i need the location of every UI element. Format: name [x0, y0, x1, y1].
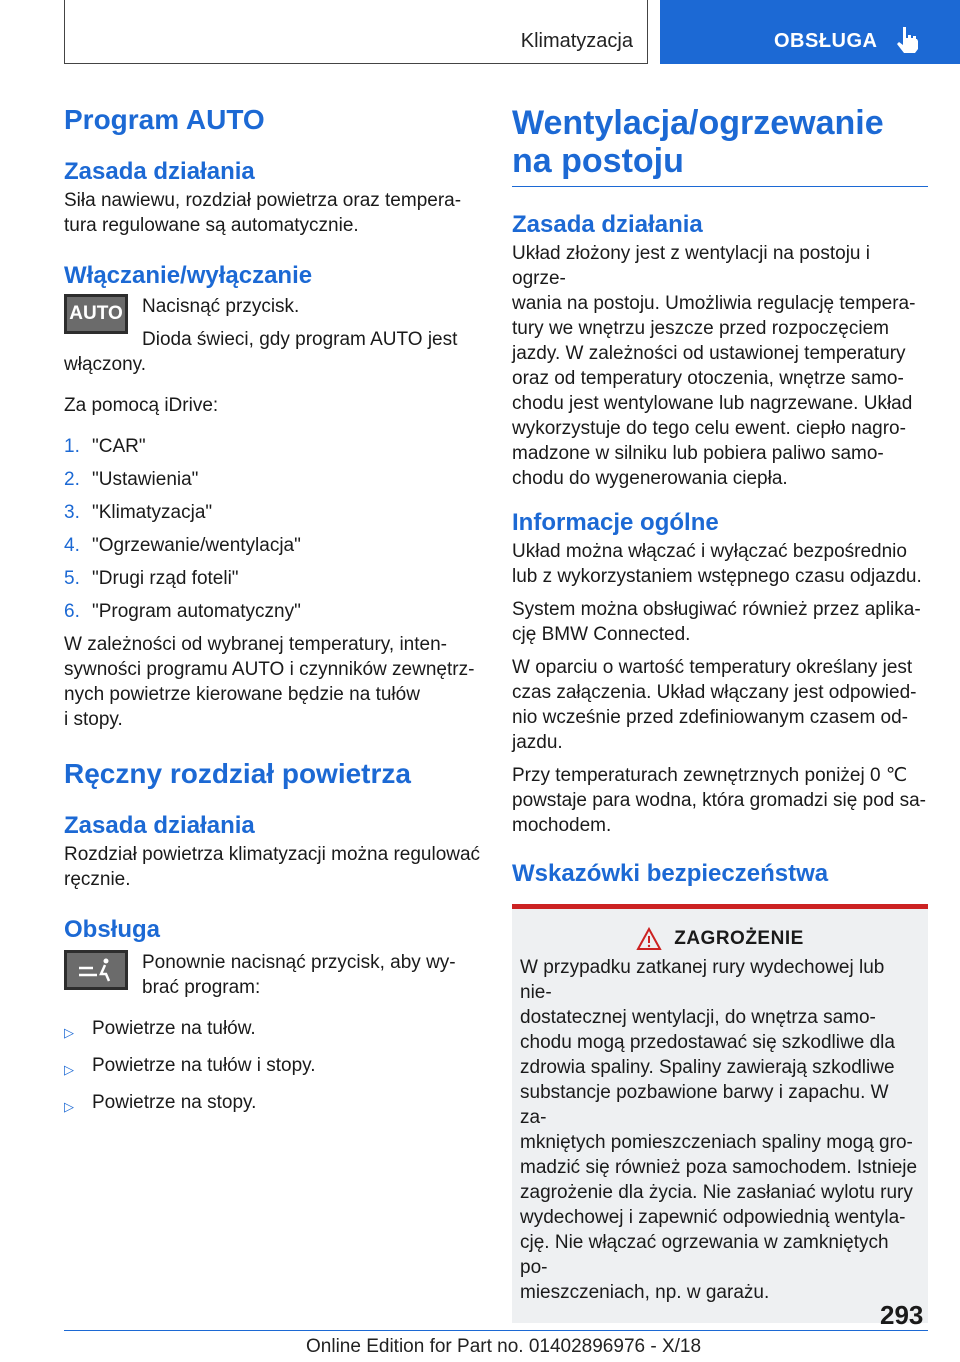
warning-line: W przypadku zatkanej rury wydechowej lub nie-: [520, 957, 885, 1003]
list-item: 3. "Klimatyzacja": [64, 502, 213, 523]
list-item: 2. "Ustawienia": [64, 469, 199, 490]
general-line: nio wcześnie przed zdefiniowanym czasem od-: [512, 707, 909, 728]
list-item: ▷ Powietrze na stopy.: [64, 1090, 484, 1119]
triangle-bullet-icon: ▷: [64, 1025, 74, 1040]
general-line: jazdu.: [512, 732, 563, 753]
general-line: Przy temperaturach zewnętrznych poniżej 0 ℃: [512, 765, 908, 786]
heading-onoff: Włączanie/wyłączanie: [64, 262, 313, 289]
tab-label: OBSŁUGA: [774, 30, 878, 52]
principle-line: Rozdział powietrza klimatyzacji można regulować: [64, 844, 481, 865]
principle-line: Układ złożony jest z wentylacji na postoju i ogrze-: [512, 243, 871, 289]
general-line: lub z wykorzystaniem wstępnego czasu odjazdu.: [512, 566, 922, 587]
press-text-line: Ponownie nacisnąć przycisk, aby wy-: [142, 952, 456, 973]
auto-button[interactable]: AUTO: [64, 294, 128, 334]
after-steps-line: nych powietrze kierowane będzie na tułów: [64, 684, 420, 705]
warning-line: chodu mogą przedostawać się szkodliwe dla: [520, 1032, 895, 1053]
list-item: 1. "CAR": [64, 436, 146, 457]
after-steps-line: i stopy.: [64, 709, 123, 730]
warning-line: zdrowia spaliny. Spaliny zawierają szkodliwe: [520, 1057, 895, 1078]
press-text: Nacisnąć przycisk.: [142, 296, 300, 317]
hand-pointer-icon: [892, 24, 922, 54]
warning-line: dostatecznej wentylacji, do wnętrza samo-: [520, 1007, 876, 1028]
after-steps-line: W zależności od wybranej temperatury, inten-: [64, 634, 447, 655]
auto-button-row: [64, 294, 484, 352]
principle-line: oraz od temperatury otoczenia, wnętrze samo-: [512, 368, 904, 389]
warning-line: madzić się również poza samochodem. Istnieje: [520, 1157, 918, 1178]
general-line: powstaje para wodna, która gromadzi się pod sa-: [512, 790, 927, 811]
heading-principle: Zasada działania: [64, 158, 255, 185]
heading-principle: Zasada działania: [512, 211, 703, 238]
list-item: 5. "Drugi rząd foteli": [64, 568, 239, 589]
tab-obsluga[interactable]: [660, 0, 960, 64]
left-column: [64, 96, 484, 1127]
list-item: 6. "Program automatyczny": [64, 601, 301, 622]
heading-manual: Ręczny rozdział powietrza: [64, 758, 411, 789]
triangle-bullet-icon: ▷: [64, 1062, 74, 1077]
principle-line: wania na postoju. Umożliwia regulację tempera-: [512, 293, 916, 314]
principle-line: chodu jest wentylowane lub nagrzewane. Układ: [512, 393, 913, 414]
warning-header: [520, 927, 920, 951]
general-line: czas załączenia. Układ włączany jest odpowied-: [512, 682, 917, 703]
header-title-box: [64, 0, 648, 64]
principle-line: tura regulowane są automatycznie.: [64, 215, 359, 236]
list-item: ▷ Powietrze na tułów.: [64, 1016, 484, 1045]
principle-line: jazdy. W zależności od ustawionej temperatury: [512, 343, 906, 364]
air-distribution-icon: [73, 956, 119, 984]
air-options-list: [64, 1016, 484, 1119]
list-item: 4. "Ogrzewanie/wentylacja": [64, 535, 301, 556]
heading-operation: Obsługa: [64, 916, 161, 943]
footer-divider: [64, 1330, 928, 1331]
idrive-steps: [64, 434, 484, 624]
air-button-row: [64, 950, 484, 1000]
heading-program-auto: Program AUTO: [64, 104, 265, 135]
general-line: W oparciu o wartość temperatury określany jest: [512, 657, 913, 678]
edition-text: Online Edition for Part no. 01402896976 - X/18: [306, 1336, 702, 1357]
list-item: ▷ Powietrze na tułów i stopy.: [64, 1053, 484, 1082]
led-text: Dioda świeci, gdy program AUTO jest: [142, 329, 458, 350]
principle-line: madzone w silniku lub pobiera paliwo samo-: [512, 443, 884, 464]
warning-box: [512, 904, 928, 1323]
warning-triangle-icon: [636, 927, 662, 951]
principle-line: Siła nawiewu, rozdział powietrza oraz tempera-: [64, 190, 462, 211]
warning-line: wydechowej i zapewnić odpowiednią wentyla-: [520, 1207, 906, 1228]
general-line: cję BMW Connected.: [512, 624, 691, 645]
warning-label: ZAGROŻENIE: [674, 928, 804, 949]
heading-principle: Zasada działania: [64, 812, 255, 839]
press-text-line: brać program:: [142, 977, 261, 998]
warning-line: substancje pozbawione barwy i zapachu. W za-: [520, 1082, 889, 1128]
principle-line: wykorzystuje do tego celu ewent. ciepło nagro-: [512, 418, 906, 439]
triangle-bullet-icon: ▷: [64, 1099, 74, 1114]
warning-line: mkniętych pomieszczeniach spaliny mogą gro-: [520, 1132, 913, 1153]
section-title: Klimatyzacja: [520, 30, 633, 52]
heading-parking-heater: Wentylacja/ogrzewanie na postoju: [512, 104, 928, 187]
principle-line: tury we wnętrzu jeszcze przed rozpoczęciem: [512, 318, 889, 339]
warning-line: cję. Nie włączać ogrzewania w zamkniętych po-: [520, 1232, 889, 1278]
right-column: [512, 96, 928, 1323]
after-steps-line: sywności programu AUTO i czynników zewnętrz-: [64, 659, 475, 680]
general-line: Układ można włączać i wyłączać bezpośrednio: [512, 541, 907, 562]
warning-line: mieszczeniach, np. w garażu.: [520, 1282, 770, 1303]
heading-general: Informacje ogólne: [512, 509, 719, 536]
general-line: System można obsługiwać również przez aplika-: [512, 599, 921, 620]
principle-line: chodu do wygenerowania ciepła.: [512, 468, 788, 489]
heading-safety: Wskazówki bezpieczeństwa: [512, 860, 829, 887]
principle-line: ręcznie.: [64, 869, 131, 890]
warning-line: zagrożenie dla życia. Nie zasłaniać wylotu rury: [520, 1182, 913, 1203]
page-number: 293: [880, 1300, 924, 1330]
general-line: mochodem.: [512, 815, 612, 836]
air-distribution-button[interactable]: [64, 950, 128, 990]
idrive-intro: Za pomocą iDrive:: [64, 395, 219, 416]
led-text-cont: włączony.: [64, 354, 147, 375]
